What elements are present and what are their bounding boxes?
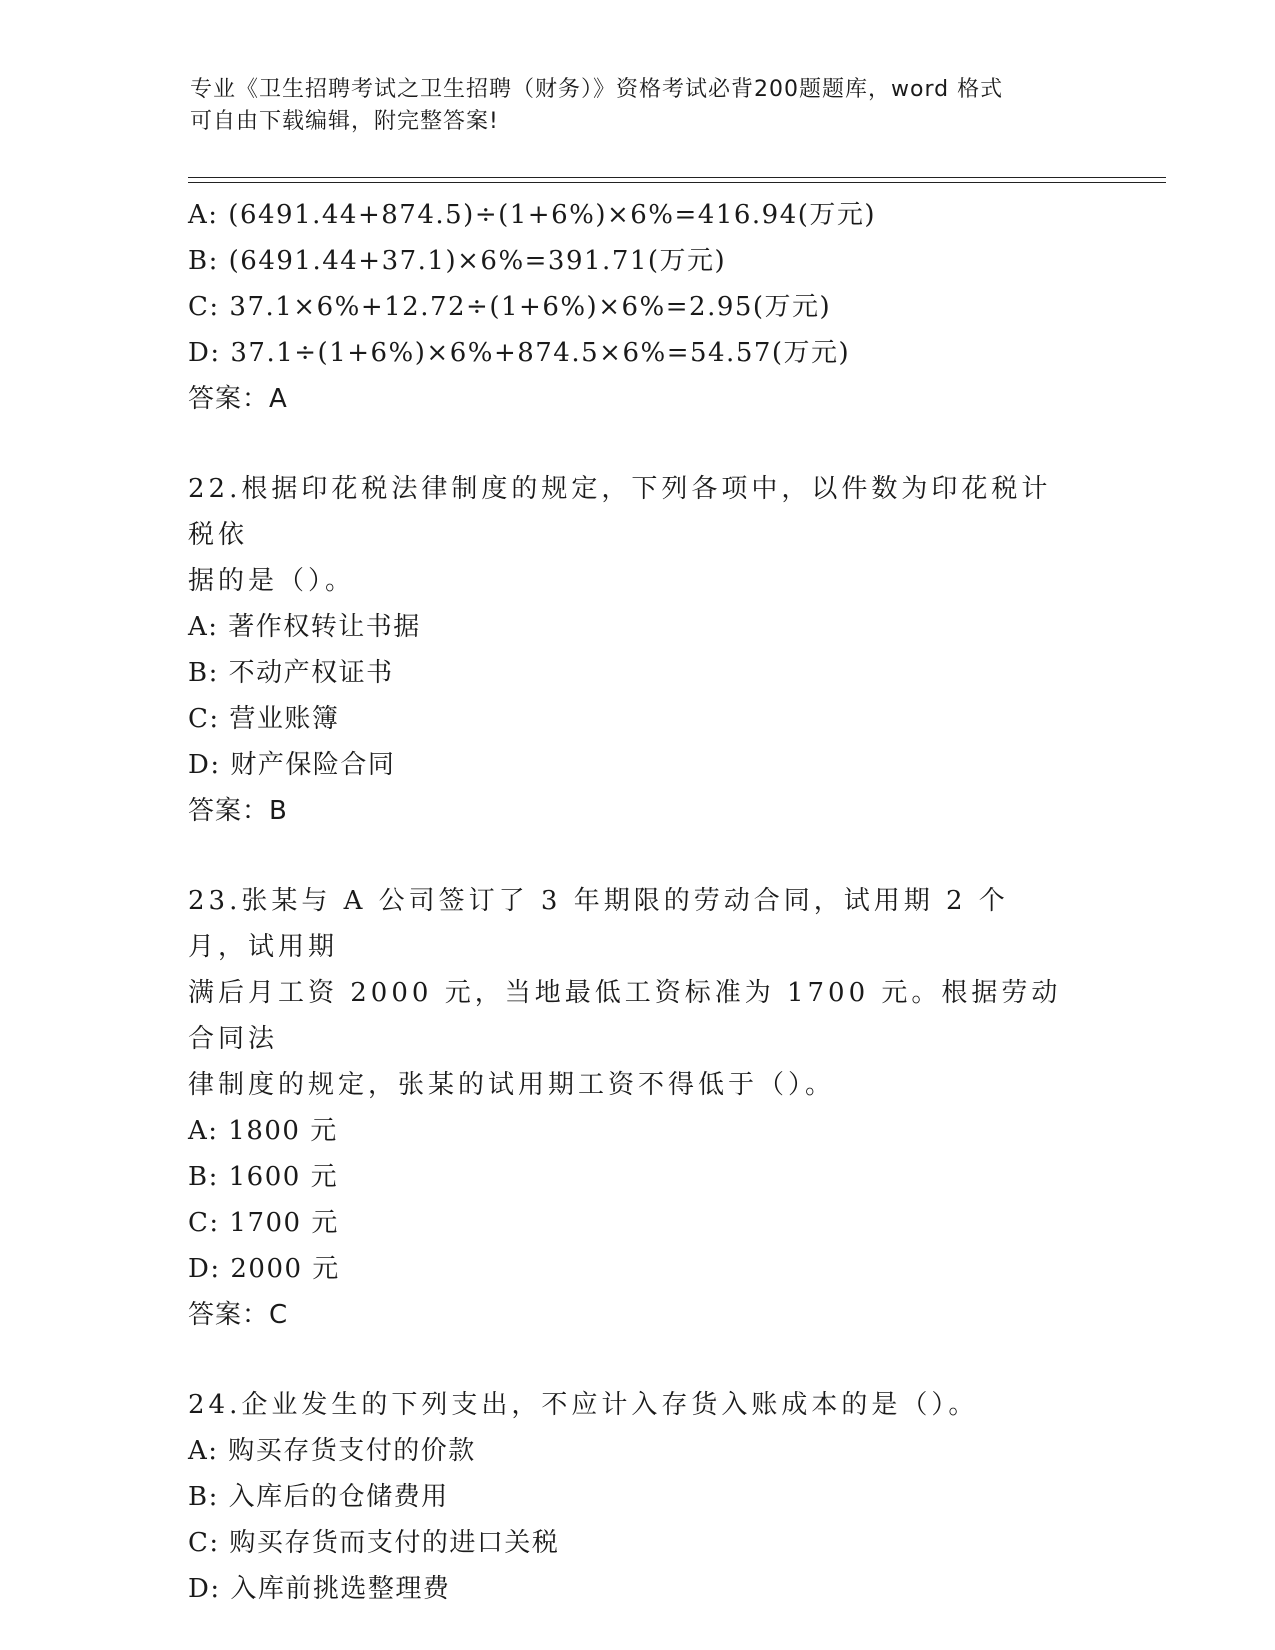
question-text-line-1: 24.企业发生的下列支出，不应计入存货入账成本的是（）。 bbox=[188, 1390, 979, 1420]
header-divider-bottom bbox=[188, 182, 1166, 183]
question-23 bbox=[188, 878, 1088, 1338]
option-d: D: 财产保险合同 bbox=[188, 750, 396, 780]
question-21 bbox=[188, 192, 1088, 422]
question-text-line-1: 22.根据印花税法律制度的规定，下列各项中，以件数为印花税计税依 bbox=[188, 474, 1052, 550]
option-c: C: 37.1×6%+12.72÷(1+6%)×6%=2.95(万元) bbox=[188, 292, 832, 322]
question-content bbox=[188, 192, 1088, 1612]
option-c: C: 1700 元 bbox=[188, 1208, 339, 1238]
answer: 答案：A bbox=[188, 384, 288, 414]
question-text-line-2: 据的是（）。 bbox=[188, 566, 356, 596]
header-divider-top bbox=[188, 177, 1166, 178]
question-24 bbox=[188, 1382, 1088, 1612]
option-b: B: (6491.44+37.1)×6%=391.71(万元) bbox=[188, 246, 727, 276]
header-line-1: 专业《卫生招聘考试之卫生招聘（财务）》资格考试必背200题题库，word 格式 bbox=[190, 77, 1004, 102]
option-a: A: 购买存货支付的价款 bbox=[188, 1436, 476, 1466]
option-a: A: (6491.44+874.5)÷(1+6%)×6%=416.94(万元) bbox=[188, 200, 877, 230]
option-b: B: 入库后的仓储费用 bbox=[188, 1482, 449, 1512]
answer: 答案：B bbox=[188, 796, 288, 826]
question-text-line-2: 满后月工资 2000 元，当地最低工资标准为 1700 元。根据劳动合同法 bbox=[188, 978, 1062, 1054]
option-d: D: 2000 元 bbox=[188, 1254, 340, 1284]
option-d: D: 入库前挑选整理费 bbox=[188, 1574, 451, 1604]
option-b: B: 不动产权证书 bbox=[188, 658, 394, 688]
document-header bbox=[190, 74, 1090, 138]
option-a: A: 著作权转让书据 bbox=[188, 612, 421, 642]
question-22 bbox=[188, 466, 1088, 834]
header-line-2: 可自由下载编辑，附完整答案! bbox=[190, 109, 499, 134]
option-c: C: 营业账簿 bbox=[188, 704, 340, 734]
answer: 答案：C bbox=[188, 1300, 289, 1330]
option-d: D: 37.1÷(1+6%)×6%+874.5×6%=54.57(万元) bbox=[188, 338, 851, 368]
option-a: A: 1800 元 bbox=[188, 1116, 338, 1146]
question-text-line-1: 23.张某与 A 公司签订了 3 年期限的劳动合同，试用期 2 个月，试用期 bbox=[188, 886, 1009, 962]
option-c: C: 购买存货而支付的进口关税 bbox=[188, 1528, 560, 1558]
question-text-line-3: 律制度的规定，张某的试用期工资不得低于（）。 bbox=[188, 1070, 836, 1100]
option-b: B: 1600 元 bbox=[188, 1162, 339, 1192]
